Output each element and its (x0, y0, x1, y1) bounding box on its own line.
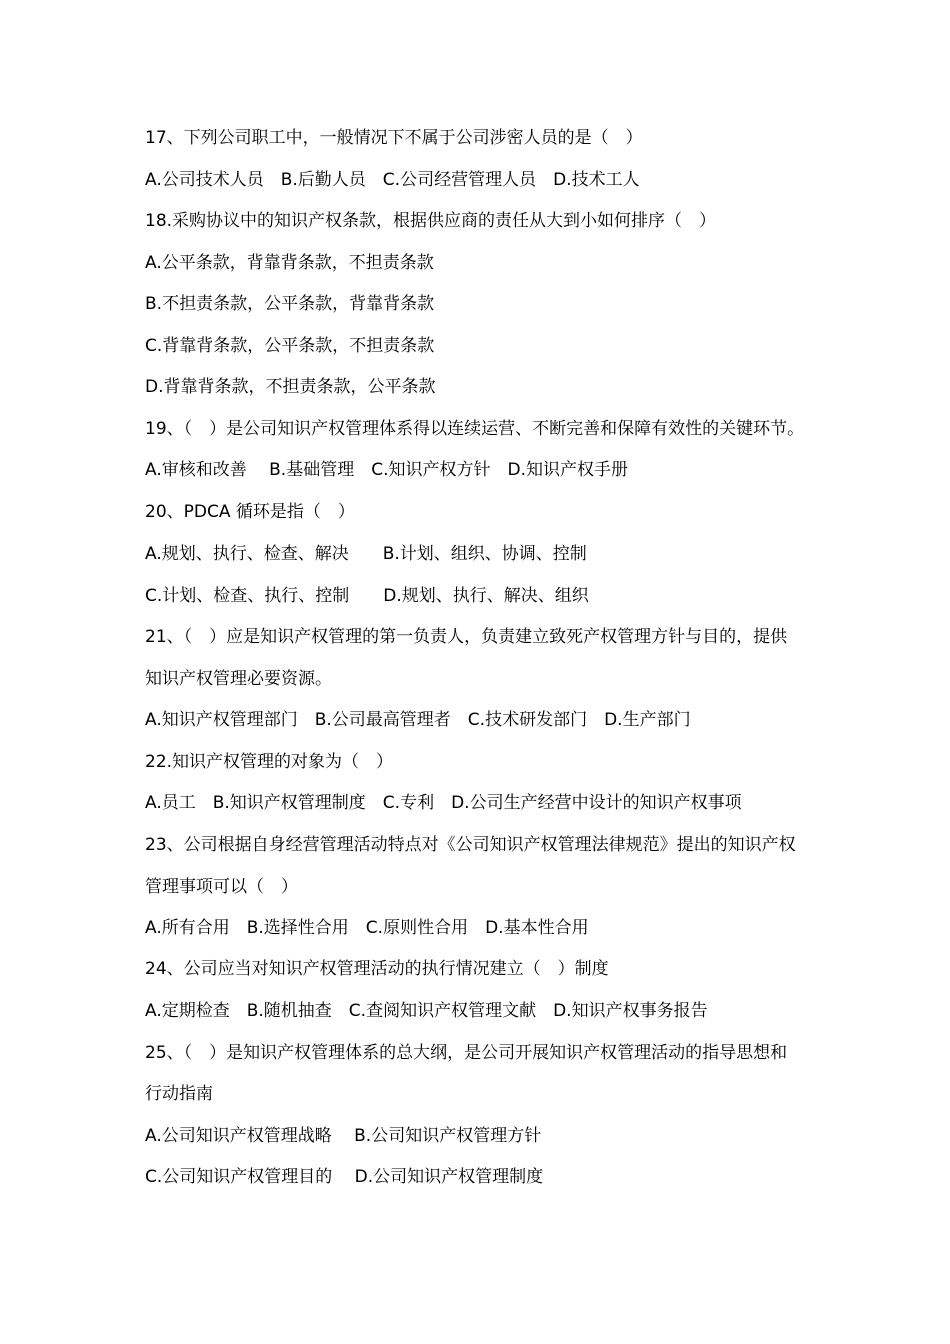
option-18b: B.不担责条款，公平条款，背靠背条款 (145, 294, 435, 314)
question-25-line1: 25、（ ）是知识产权管理体系的总大纲，是公司开展知识产权管理活动的指导思想和 (145, 1043, 788, 1063)
option-18a: A.公平条款，背靠背条款，不担责条款 (145, 253, 434, 273)
options-24: A.定期检查 B.随机抽查 C.查阅知识产权管理文献 D.知识产权事务报告 (145, 1001, 708, 1021)
options-25-cd: C.公司知识产权管理目的 D.公司知识产权管理制度 (145, 1167, 544, 1187)
options-22: A.员工 B.知识产权管理制度 C.专利 D.公司生产经营中设计的知识产权事项 (145, 793, 742, 813)
options-17: A.公司技术人员 B.后勤人员 C.公司经营管理人员 D.技术工人 (145, 170, 640, 190)
options-20-cd: C.计划、检查、执行、控制 D.规划、执行、解决、组织 (145, 586, 589, 606)
option-18d: D.背靠背条款，不担责条款，公平条款 (145, 377, 436, 397)
options-19: A.审核和改善 B.基础管理 C.知识产权方针 D.知识产权手册 (145, 460, 628, 480)
options-20-ab: A.规划、执行、检查、解决 B.计划、组织、协调、控制 (145, 544, 587, 564)
question-22: 22.知识产权管理的对象为（ ） (145, 752, 394, 772)
question-21-line1: 21、（ ）应是知识产权管理的第一负责人，负责建立致死产权管理方针与目的，提供 (145, 627, 788, 647)
question-20: 20、PDCA 循环是指（ ） (145, 502, 355, 522)
question-18: 18.采购协议中的知识产权条款，根据供应商的责任从大到小如何排序（ ） (145, 211, 717, 231)
option-18c: C.背靠背条款，公平条款，不担责条款 (145, 336, 435, 356)
question-23-line2: 管理事项可以（ ） (145, 877, 298, 897)
question-23-line1: 23、公司根据自身经营管理活动特点对《公司知识产权管理法律规范》提出的知识产权 (145, 835, 796, 855)
question-24: 24、公司应当对知识产权管理活动的执行情况建立（ ）制度 (145, 959, 609, 979)
question-25-line2: 行动指南 (145, 1084, 213, 1104)
options-21: A.知识产权管理部门 B.公司最高管理者 C.技术研发部门 D.生产部门 (145, 710, 691, 730)
options-25-ab: A.公司知识产权管理战略 B.公司知识产权管理方针 (145, 1126, 542, 1146)
question-19: 19、（ ）是公司知识产权管理体系得以连续运营、不断完善和保障有效性的关键环节。 (145, 419, 805, 439)
question-17: 17、下列公司职工中，一般情况下不属于公司涉密人员的是（ ） (145, 128, 643, 148)
question-21-line2: 知识产权管理必要资源。 (145, 669, 332, 689)
options-23: A.所有合用 B.选择性合用 C.原则性合用 D.基本性合用 (145, 918, 589, 938)
